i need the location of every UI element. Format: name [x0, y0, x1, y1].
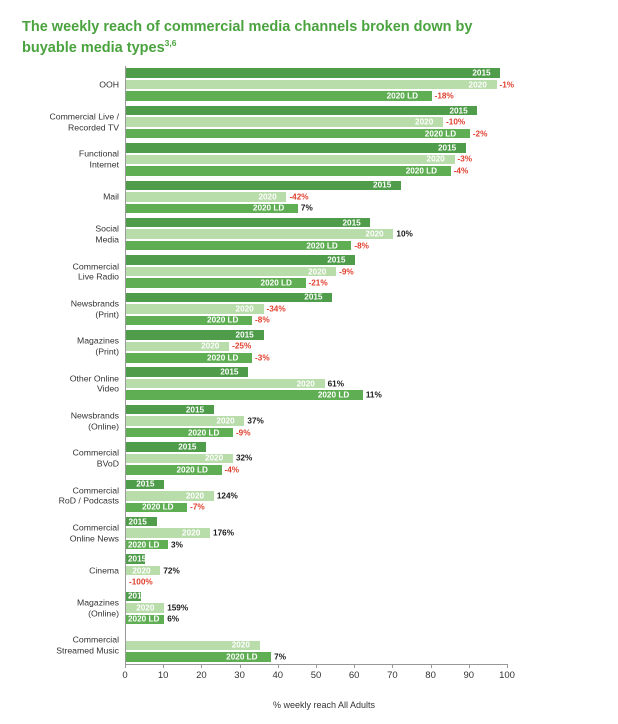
bar-row	[126, 316, 508, 326]
bar-series-label: 2020 LD	[306, 241, 338, 251]
category-label-line: Cinema	[89, 565, 119, 576]
x-axis-tick	[392, 664, 393, 668]
category-label	[0, 261, 126, 282]
bar-series-label: 2020 LD	[252, 203, 285, 213]
bar-delta-label: 72%	[163, 566, 180, 576]
bar-series-label: 2015	[304, 292, 323, 302]
bar-row	[126, 106, 508, 116]
category-label-line: Newsbrands	[70, 410, 119, 421]
bar	[126, 129, 470, 139]
bar-series-label: 2020	[136, 603, 155, 613]
category-label-line: Commercial	[72, 260, 119, 271]
bar-series-label: 2015	[220, 367, 239, 377]
bar-row	[126, 615, 508, 625]
bar-row	[126, 528, 508, 538]
bar-group	[69, 515, 508, 552]
bar-delta-label: -42%	[289, 192, 309, 202]
category-label	[0, 298, 126, 319]
bar-row	[126, 166, 508, 176]
category-label-line: Online News	[69, 533, 119, 544]
bar-row	[126, 465, 508, 475]
bar	[126, 218, 370, 228]
x-axis-tick-label: 40	[272, 670, 284, 681]
bar-series-label: 2020 LD	[260, 278, 292, 288]
category-label-line: Social	[95, 223, 119, 234]
bar	[126, 155, 455, 165]
category-label-line: Video	[96, 383, 119, 394]
bar	[126, 80, 497, 90]
bar-row	[126, 218, 508, 228]
x-axis-tick-label: 50	[310, 670, 322, 681]
bar-series-label: 2020 LD	[142, 502, 174, 512]
bar-series-label: 2015	[128, 517, 147, 527]
bar-row	[126, 390, 508, 400]
category-label	[0, 448, 126, 469]
bar-group	[76, 589, 508, 626]
bar-delta-label: 124%	[216, 491, 238, 501]
bar-delta-label: -7%	[190, 502, 205, 512]
bar	[126, 181, 401, 191]
bar-delta-label: -21%	[308, 278, 328, 288]
bar-delta-label: 159%	[167, 603, 189, 613]
bar-series-label: 2015	[128, 554, 147, 564]
x-axis	[122, 664, 515, 681]
bar	[126, 68, 500, 78]
bar-row	[126, 229, 508, 239]
x-axis-tick-label: 60	[348, 670, 360, 681]
bar-delta-label: -4%	[224, 465, 240, 475]
bar-series-label: 2020	[204, 453, 224, 463]
bar-series-label: 2015	[128, 591, 147, 601]
category-label-line: Commercial	[72, 634, 119, 645]
category-label-line: (Print)	[95, 308, 119, 319]
bar-series-label: 2020 LD	[207, 315, 239, 325]
category-label	[0, 410, 126, 431]
bar-row	[126, 255, 508, 265]
bar-series-label: 2015	[342, 218, 361, 228]
category-label-line: OOH	[99, 79, 119, 90]
x-axis-tick	[163, 664, 164, 668]
bar-row	[126, 91, 508, 101]
bar	[126, 106, 477, 116]
bar-series-label: 2015	[327, 255, 346, 265]
bar-row	[126, 192, 508, 202]
bar-delta-label: -3%	[457, 154, 473, 164]
bar-series-label: 2020	[468, 80, 487, 90]
bar-row	[126, 129, 508, 139]
category-label-line: Live Radio	[77, 271, 119, 282]
category-label-line: Streamed Music	[56, 645, 119, 656]
bar-group	[89, 552, 508, 589]
x-axis-tick	[431, 664, 432, 668]
category-label-line: Magazines	[76, 335, 119, 346]
x-axis-tick	[507, 664, 508, 668]
bar	[126, 229, 393, 239]
bar-row	[126, 304, 508, 314]
bar-group	[49, 103, 508, 140]
bar-group	[76, 328, 508, 365]
category-label-line: (Online)	[88, 421, 119, 432]
bar-series-label: 2015	[449, 106, 468, 116]
bar-row	[126, 117, 508, 127]
x-axis-tick-label: 90	[463, 670, 475, 681]
category-label	[0, 336, 126, 357]
bar-series-label: 2015	[373, 180, 392, 190]
bar-row	[126, 68, 508, 78]
bar	[126, 255, 355, 265]
bar-series-label: 2020 LD	[207, 353, 239, 363]
x-axis-tick	[201, 664, 202, 668]
page-title	[22, 18, 522, 58]
page-title-text: The weekly reach of commercial media channels broken down by buyable media types	[22, 19, 473, 56]
bar-group	[70, 290, 508, 327]
category-label-line: (Print)	[95, 346, 119, 357]
bar-series-label: 2020	[201, 341, 220, 351]
bar-row	[126, 480, 508, 490]
bar-group	[78, 141, 508, 178]
bar-row	[126, 278, 508, 288]
bar-delta-label: 37%	[247, 416, 264, 426]
bar-row	[126, 181, 508, 191]
bar-row	[126, 353, 508, 363]
bar-series-label: 2020 LD	[128, 540, 160, 550]
category-label	[0, 597, 126, 618]
bar-series-label: 2020	[426, 154, 445, 164]
bar-row	[126, 577, 508, 587]
x-axis-tick	[125, 664, 126, 668]
bar-series-label: 2020	[231, 640, 250, 650]
category-label-line: BVoD	[96, 458, 119, 469]
bar-series-label: 2015	[472, 68, 491, 78]
bar-delta-label: 7%	[274, 652, 286, 662]
bar-series-label: 2020	[235, 304, 254, 314]
category-label-line: RoD / Podcasts	[58, 495, 119, 506]
bar-row	[126, 80, 515, 90]
category-label-line: (Online)	[88, 607, 119, 618]
x-axis-tick-label: 30	[234, 670, 245, 681]
x-axis-tick	[316, 664, 317, 668]
bar-row	[126, 342, 508, 352]
bar-row	[126, 330, 508, 340]
bar-series-label: 2020	[185, 491, 205, 501]
category-label-line: Other Online	[69, 373, 119, 384]
bar-row	[126, 566, 508, 576]
x-axis-tick	[354, 664, 355, 668]
bar-row	[126, 416, 508, 426]
bar-series-label: 2020	[365, 229, 384, 239]
bar-row	[126, 367, 508, 377]
bar-row	[126, 540, 508, 550]
bar-delta-label: 10%	[396, 229, 413, 239]
bar	[126, 267, 336, 277]
bar-row	[126, 155, 508, 165]
category-label	[0, 485, 126, 506]
bar-row	[126, 641, 508, 651]
bar-series-label: 2020 LD	[405, 166, 438, 176]
x-axis-tick-label: 10	[157, 670, 169, 681]
category-label	[0, 79, 126, 90]
bar-row	[126, 491, 508, 501]
x-axis-tick	[240, 664, 241, 668]
bar-delta-label: -3%	[255, 353, 270, 363]
x-axis-tick-label: 0	[122, 670, 128, 681]
x-axis-tick-label: 20	[196, 670, 207, 681]
x-axis-title-text: % weekly reach All Adults	[272, 700, 376, 710]
bar	[126, 166, 451, 176]
bar-group	[70, 402, 508, 439]
plot-area	[49, 66, 515, 664]
category-label	[0, 565, 126, 576]
bar-delta-label: 176%	[213, 528, 234, 538]
category-label-line: Commercial	[72, 447, 119, 458]
category-label	[0, 224, 126, 245]
x-axis-tick-label: 100	[499, 670, 515, 681]
bar-delta-label: -34%	[266, 304, 286, 314]
x-axis-tick	[469, 664, 470, 668]
bar-row	[126, 267, 508, 277]
bar-delta-label: -4%	[453, 166, 469, 176]
bar-row	[126, 592, 508, 602]
bar-row	[126, 204, 508, 214]
bar-group	[99, 66, 515, 103]
category-label-line: Newsbrands	[70, 298, 119, 309]
bar-series-label: 2015	[437, 143, 457, 153]
bar-delta-label: -10%	[446, 117, 466, 127]
bar-series-label: 2020	[308, 267, 327, 277]
bar-series-label: 2020 LD	[176, 465, 208, 475]
bar-series-label: 2020 LD	[226, 652, 258, 662]
bar-group	[58, 477, 508, 514]
category-label	[0, 149, 126, 170]
x-axis-tick-label: 80	[425, 670, 436, 681]
bar-delta-label: -25%	[232, 341, 252, 351]
category-label-line: Recorded TV	[67, 122, 119, 133]
category-label-line: Internet	[89, 159, 119, 170]
page-title-superscript: 3,6	[164, 37, 177, 48]
bar-row	[126, 454, 508, 464]
bar-series-label: 2020	[296, 379, 315, 389]
bar-row	[126, 554, 508, 564]
bar-delta-label: -1%	[499, 80, 515, 90]
bar-delta-label: -9%	[339, 267, 354, 277]
bar-delta-label: 32%	[235, 453, 253, 463]
bar-series-label: 2015	[185, 405, 205, 415]
category-label	[0, 192, 126, 203]
bar-delta-label: -8%	[354, 241, 369, 251]
bar-row	[126, 293, 508, 303]
category-label-line: Commercial Live /	[49, 111, 119, 122]
bar	[126, 379, 325, 389]
bar-series-label: 2020 LD	[386, 91, 418, 101]
bar-delta-label: -2%	[472, 129, 488, 139]
bar-row	[126, 442, 508, 452]
bar-delta-label: 6%	[167, 614, 180, 624]
bar-group	[69, 365, 508, 402]
category-label-line: Magazines	[76, 597, 119, 608]
bar-row	[126, 652, 508, 662]
bar-delta-label: 11%	[365, 390, 382, 400]
bar-group	[72, 253, 508, 290]
bar-delta-label: -8%	[255, 315, 270, 325]
bar-delta-label: -9%	[235, 428, 251, 438]
bar-series-label: 2020 LD	[424, 129, 457, 139]
x-axis-tick-label: 70	[387, 670, 398, 681]
category-label-line: Commercial	[72, 522, 119, 533]
bar-delta-label: 61%	[327, 379, 345, 389]
bar-row	[126, 241, 508, 251]
category-label-line: Media	[95, 234, 119, 245]
bar-series-label: 2020	[182, 528, 201, 538]
bar-series-label: 2020	[216, 416, 235, 426]
bar-row	[126, 405, 508, 415]
bar-series-label: 2015	[178, 442, 197, 452]
bar-series-label: 2020	[132, 566, 151, 576]
x-axis-title	[0, 700, 618, 710]
bar-group	[103, 178, 508, 215]
bar-series-label: 2020 LD	[128, 614, 160, 624]
bar-row	[126, 603, 508, 613]
category-label	[0, 635, 126, 656]
bar-row	[126, 379, 508, 389]
category-label	[0, 373, 126, 394]
category-label-line: Mail	[103, 191, 119, 202]
bar-row	[126, 428, 508, 438]
x-axis-tick	[278, 664, 279, 668]
category-label-line: Functional	[78, 148, 119, 159]
bar-group	[95, 216, 508, 253]
bar-group	[56, 627, 508, 664]
bar	[126, 143, 466, 153]
category-label	[0, 111, 126, 132]
bar-row	[126, 143, 508, 153]
bar-delta-label: -100%	[129, 577, 153, 587]
category-label-line: Commercial	[72, 485, 119, 496]
bar	[126, 117, 443, 127]
bar-row	[126, 503, 508, 513]
bar-row	[126, 517, 508, 527]
bar-series-label: 2020	[258, 192, 277, 202]
bar-series-label: 2020	[415, 117, 434, 127]
bar-series-label: 2015	[235, 330, 254, 340]
bar-series-label: 2015	[136, 479, 155, 489]
bar-delta-label: 3%	[171, 540, 183, 550]
bar-chart	[0, 66, 618, 666]
category-label	[0, 523, 126, 544]
bar-group	[72, 440, 508, 477]
bar-series-label: 2020 LD	[317, 390, 350, 400]
bar	[126, 293, 332, 303]
bar-series-label: 2020 LD	[187, 428, 220, 438]
bar-delta-label: 7%	[300, 203, 313, 213]
bar-delta-label: -18%	[434, 91, 454, 101]
